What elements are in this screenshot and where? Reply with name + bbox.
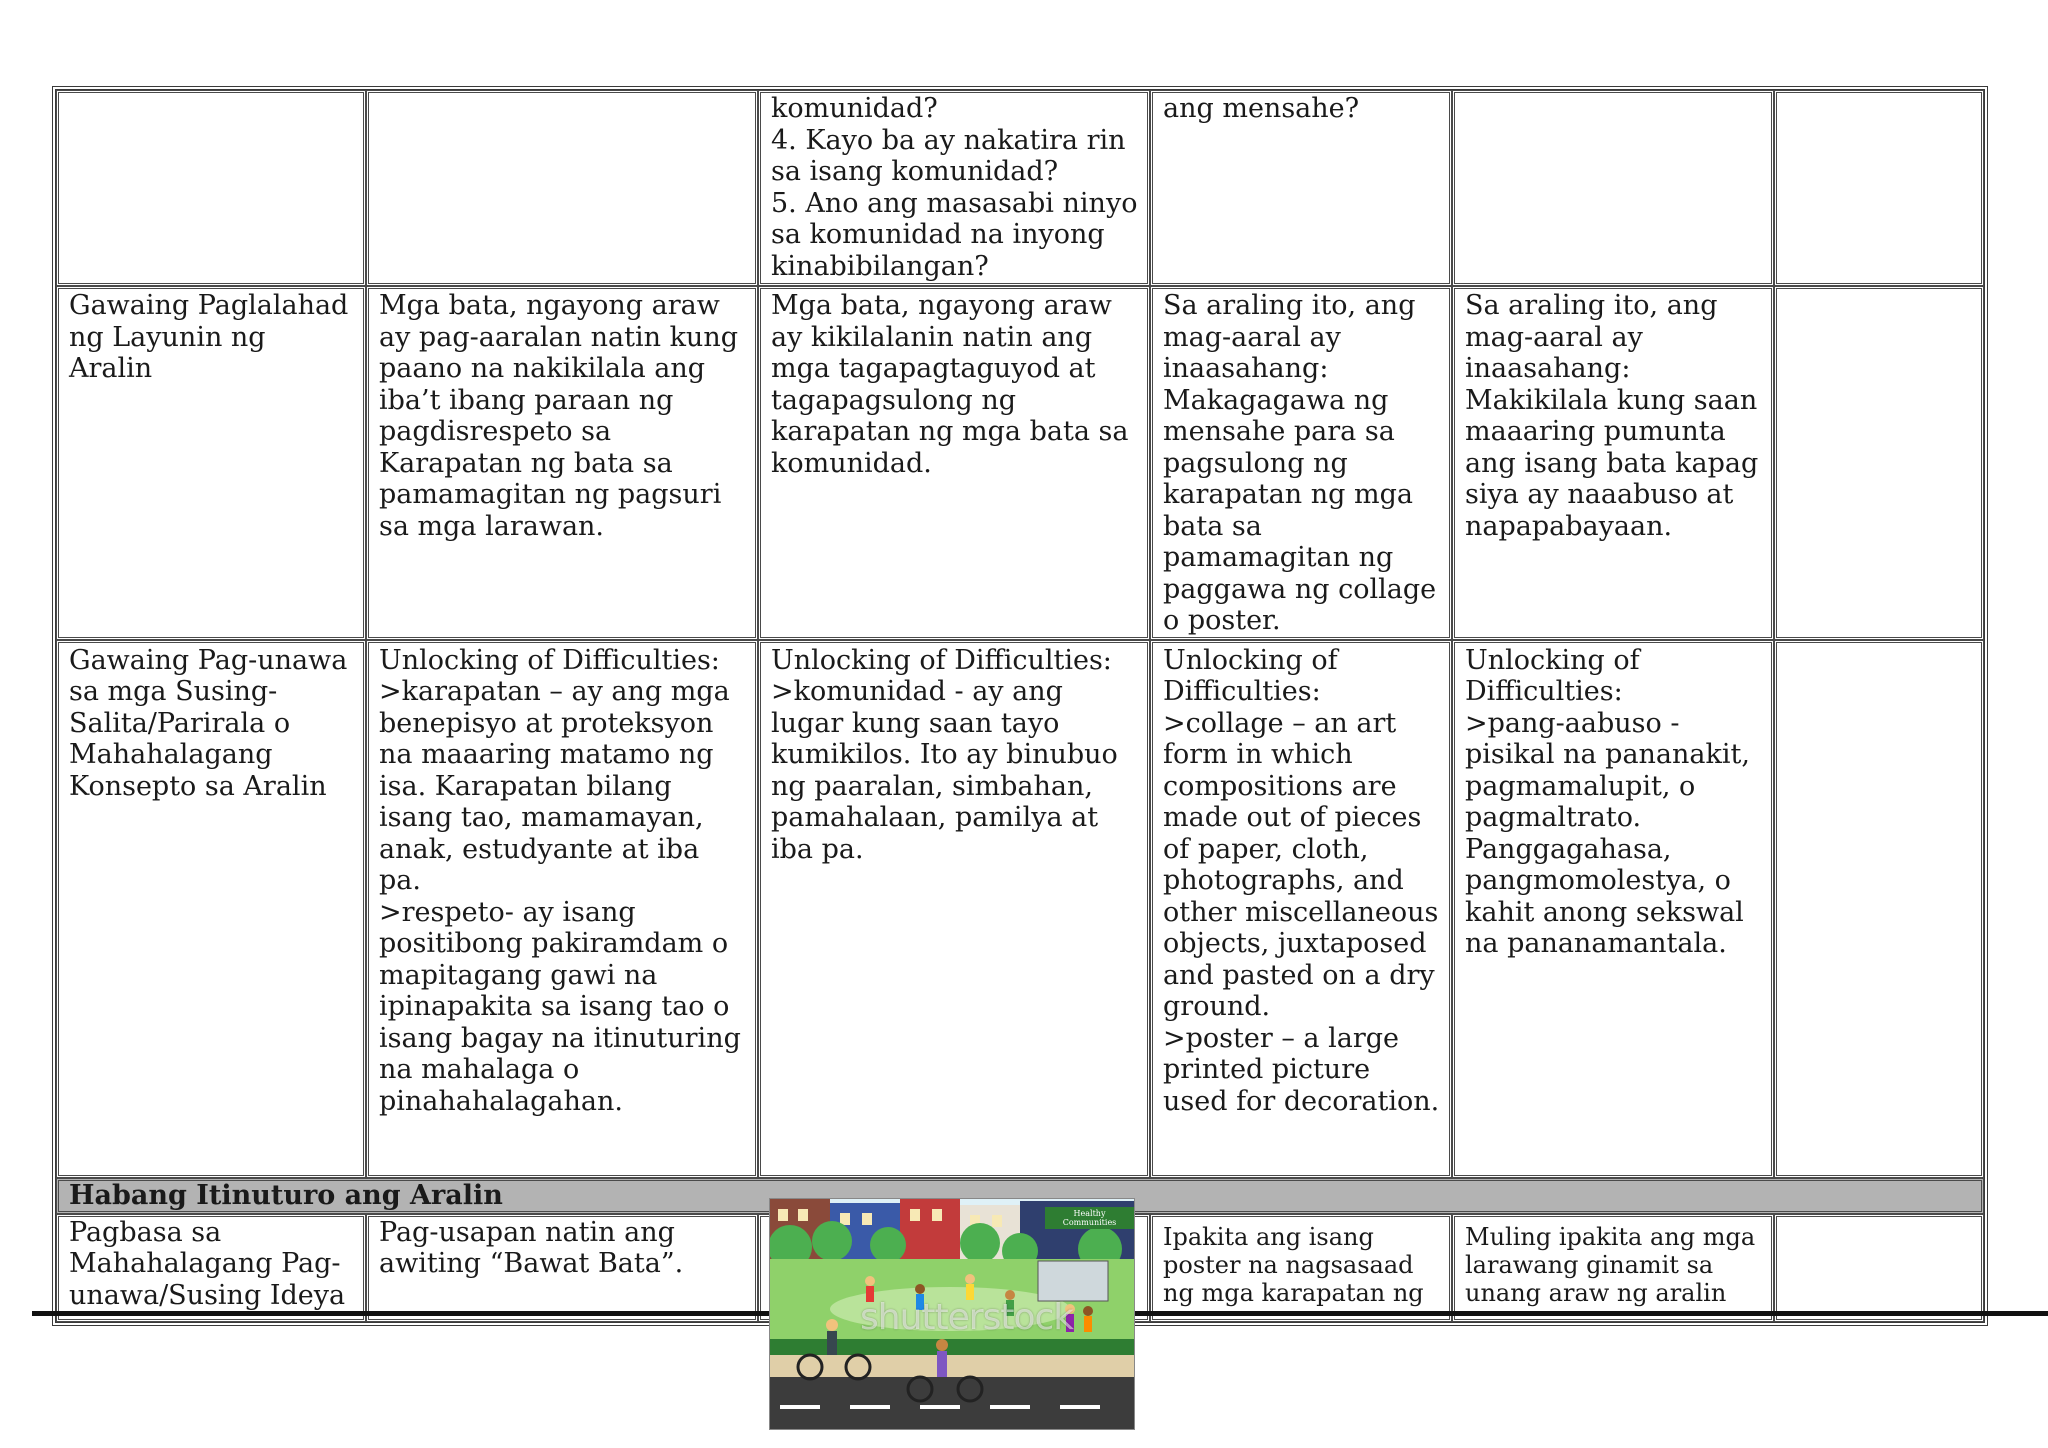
table-cell: Unlocking of Difficulties: >collage – an art form in which compositions are made out of pieces of paper, cloth, photographs, and other miscellaneous objects, juxtaposed and pasted on a dry ground. >poster – a large printed picture used for decoration. [1150,640,1452,1178]
table-cell: ang mensahe? [1150,90,1452,286]
table-cell: Mga bata, ngayong araw ay pag-aaralan natin kung paano na nakikilala ang iba’t ibang paraan ng pagdisrespeto sa Karapatan ng bata sa pamamagitan ng pagsuri sa mga larawan. [366,286,758,640]
row-label: Pagbasa sa Mahahalagang Pag-unawa/Susing Ideya [56,1214,366,1322]
table-cell [1774,1214,1984,1322]
row-label: Gawaing Pag-unawa sa mga Susing-Salita/Parirala o Mahahalagang Konsepto sa Aralin [56,640,366,1178]
row-label: Gawaing Paglalahad ng Layunin ng Aralin [56,286,366,640]
table-cell: Pag-usapan natin ang awiting “Bawat Bata”. [366,1214,758,1322]
table-cell: Sa araling ito, ang mag-aaral ay inaasahang: Makikilala kung saan maaaring pumunta ang isang bata kapag siya ay naaabuso at napapabayaan. [1452,286,1774,640]
park-sign: Healthy Communities [1045,1207,1134,1229]
lesson-plan-table [52,86,1988,1326]
table-cell [1452,90,1774,286]
table-cell: Mga bata, ngayong araw ay kikilalanin natin ang mga tagapagtaguyod at tagapagsulong ng karapatan ng mga bata sa komunidad. [758,286,1150,640]
table-row [56,90,1984,286]
table-cell: Unlocking of Difficulties: >karapatan – ay ang mga benepisyo at proteksyon na maaaring matamo ng isa. Karapatan bilang isang tao, mamamayan, anak, estudyante at iba pa. >respeto- ay isang positibong pakiramdam o mapitagang gawi na ipinapakita sa isang tao o isang bagay na itinuturing na mahalaga o pinahahalagahan. [366,640,758,1178]
table-cell: komunidad? 4. Kayo ba ay nakatira rin sa isang komunidad? 5. Ano ang masasabi ninyo sa komunidad na inyong kinabibilangan? [758,90,1150,286]
table-cell: Unlocking of Difficulties: >komunidad - ay ang lugar kung saan tayo kumikilos. Ito ay binubuo ng paaralan, simbahan, pamahalaan, pamilya at iba pa. [758,640,1150,1178]
table-cell: Ipakita ang isang poster na nagsasaad ng mga karapatan ng [1150,1214,1452,1322]
table-cell: Muling ipakita ang mga larawang ginamit sa unang araw ng aralin [1452,1214,1774,1322]
table-cell [1774,286,1984,640]
table-cell: Unlocking of Difficulties: >pang-aabuso - pisikal na pananakit, pagmamalupit, o pagmaltrato. Panggagahasa, pangmomolestya, o kahit anong sekswal na pananamantala. [1452,640,1774,1178]
table-cell [1774,640,1984,1178]
community-illustration [769,1198,1135,1430]
table-cell [56,90,366,286]
table-cell: Sa araling ito, ang mag-aaral ay inaasahang: Makagagawa ng mensahe para sa pagsulong ng karapatan ng mga bata sa pamamagitan ng paggawa ng collage o poster. [1150,286,1452,640]
table-row [56,640,1984,1178]
table-cell [1774,90,1984,286]
section-header: Habang Itinuturo ang Aralin [56,1178,1984,1214]
watermark: shutterstock [860,1297,1074,1338]
table-cell [366,90,758,286]
table-row [56,286,1984,640]
